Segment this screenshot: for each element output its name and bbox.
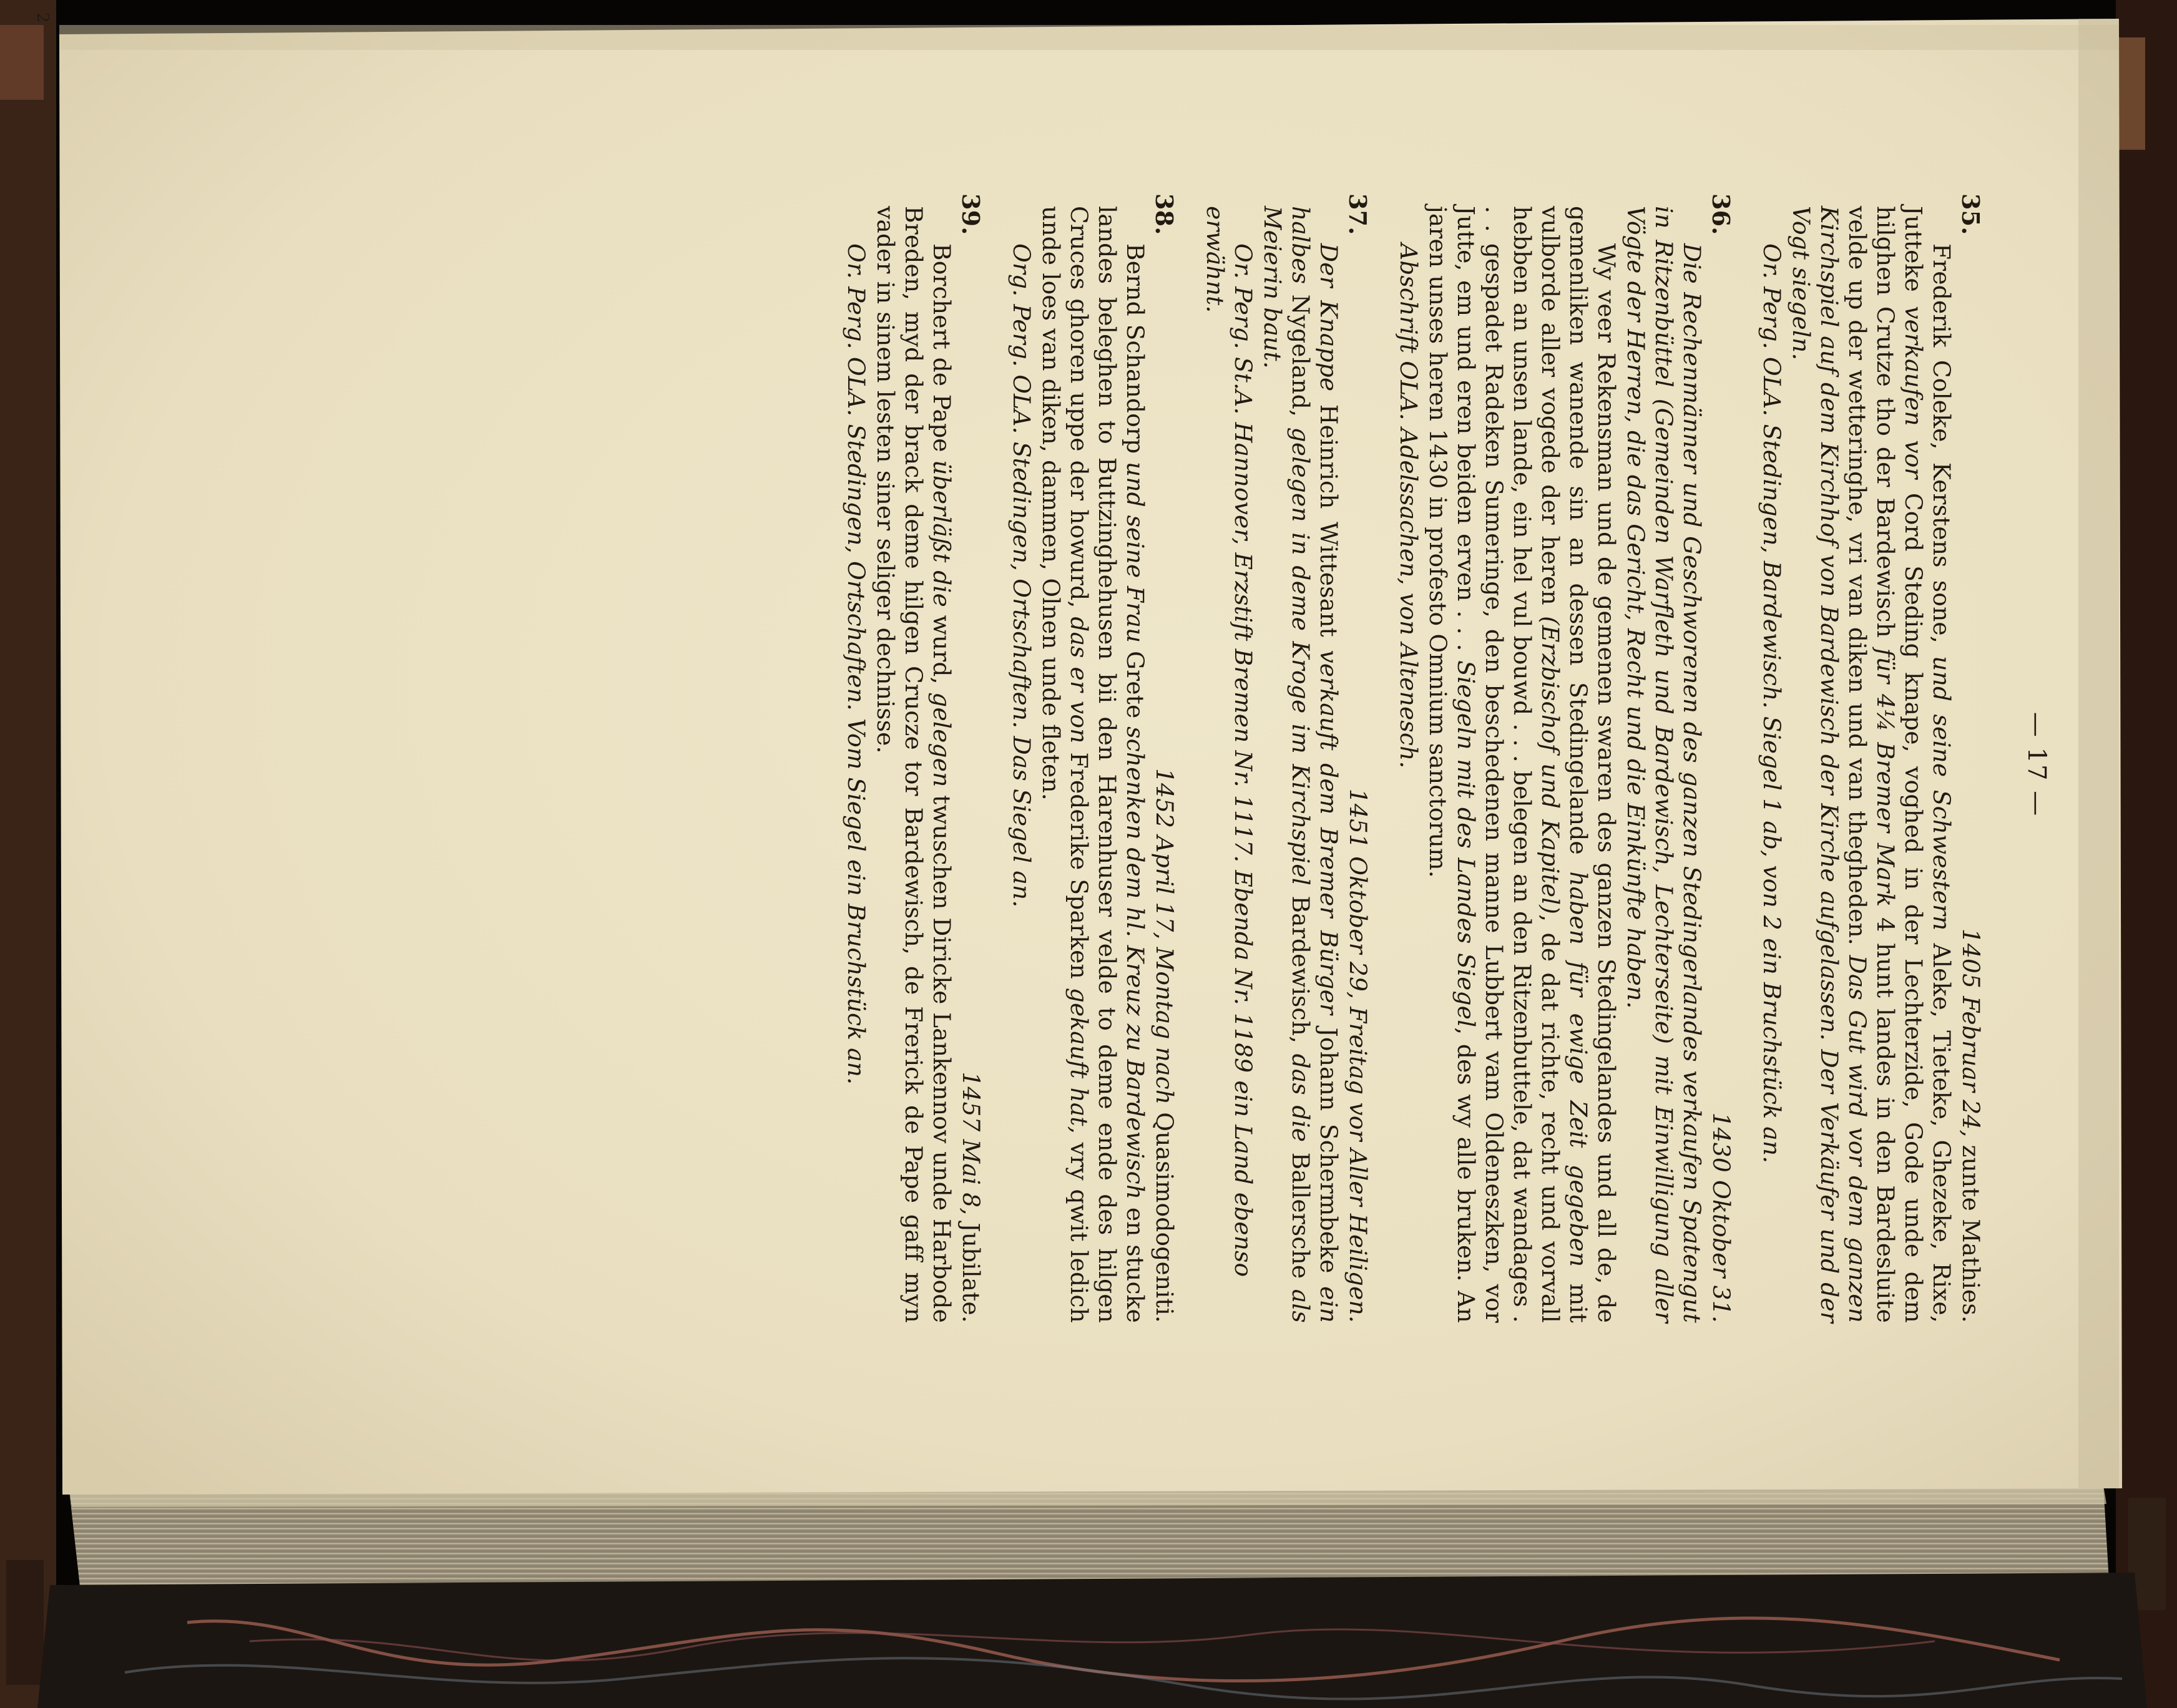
text-run: Or. Perg. OLA. Stedingen, Bardewisch. Siegel 1 ab, von 2 ein Bruchstück an. xyxy=(1758,243,1786,1164)
entry-number: 39. xyxy=(957,193,985,235)
entry-date-main: 1430 Oktober 31. xyxy=(1708,1112,1735,1323)
entry-date xyxy=(1344,206,1372,1323)
signature-mark: 2 xyxy=(33,12,52,23)
text-run: en stucke landes beleghen to Buttzinghehusen bii den Harenhuser velde to deme ende des hilgen Cruces ghoren uppe der howurd, xyxy=(1065,206,1149,1323)
text-run: Bernd Schandorp xyxy=(1122,243,1149,462)
document-entry xyxy=(1758,193,1985,1323)
page-header: — 17 — xyxy=(2022,711,2051,817)
text-run: Abschrift OLA. Adelssachen, von Altenesch. xyxy=(1395,243,1422,769)
document-entry xyxy=(1201,193,1372,1323)
text-run: , de dat richte, recht und vorvall hebben an unsen lande, ein hel vul bouwd . . . belegen an den Ritzenbuttele, dat wandages . . . gespadet Radeken Sumeringe, den beschedenen manne Lubbert vam Oldeneszken, vor Jutte, em und eren beiden erven . . . xyxy=(1452,206,1564,1323)
entry-date-main: 1451 Oktober 29, Freitag vor Aller Heiligen. xyxy=(1344,788,1372,1323)
text-run: Johann Schermbeke xyxy=(1315,1015,1343,1287)
text-run: Grete xyxy=(1122,643,1149,727)
entry-number: 36. xyxy=(1707,193,1735,235)
text-run: schenken dem hl. Kreuz zu Bardewisch xyxy=(1122,726,1149,1200)
text-run: überläßt die xyxy=(928,460,956,608)
text-run: das er von xyxy=(1065,617,1093,744)
text-run: Org. Perg. OLA. Stedingen, Ortschaften. Das Siegel an. xyxy=(1008,243,1035,908)
entry-source xyxy=(1007,206,1035,1323)
text-run: Cord Steding knape, voghed in der Lechterzide, Gode unde dem hilghen Crutze tho der Bardewisch xyxy=(1872,206,1927,1323)
entry-source xyxy=(1758,206,1786,1323)
text-run: für 4¼ Bremer Mark xyxy=(1872,648,1899,907)
text-run: Or. Perg. St.A. Hannover, Erzstift Bremen Nr. 1117. Ebenda Nr. 1189 ein Land ebenso erwähnt. xyxy=(1201,206,1257,1277)
text-run: Aleke, Tieteke, Ghezeke, Rixe, Jutteke xyxy=(1900,206,1955,1323)
entry-number: 35. xyxy=(1957,193,1985,235)
book-cover-right xyxy=(2116,0,2177,1708)
entry-date-rest: Quasimodogeniti. xyxy=(1151,1105,1178,1323)
text-run: Heinrich Wittesant xyxy=(1315,391,1343,650)
text-run: Or. Perg. OLA. Stedingen, Ortschaften. Vom Siegel ein Bruchstück an. xyxy=(843,243,870,1085)
entry-date xyxy=(1957,206,1985,1323)
entry-source xyxy=(842,206,870,1323)
entries-list xyxy=(842,193,1985,1324)
text-run: und seine Frau xyxy=(1122,461,1149,643)
entry-source xyxy=(1394,206,1422,1323)
book-cover-left xyxy=(0,0,56,1708)
text-run: verkaufen vor xyxy=(1900,306,1927,479)
entry-body xyxy=(871,206,956,1323)
text-run: als Meierin baut. xyxy=(1259,206,1314,1323)
text-run: Die Rechenmänner und Geschworenen des ganzen Stedingerlandes verkaufen Spatengut in Ritzenbüttel (Gemeinden Warfleth und Bardewisch, Lechterseite) mit Einwilligung aller Vögte der Herren, die das Gericht, Recht und die Einkünfte haben. xyxy=(1622,206,1706,1323)
entry-date-rest: zunte Mathies. xyxy=(1957,1137,1985,1323)
text-run: , des wy alle bruken. An jaren unses heren 1430 in profesto Omnium sanctorum. xyxy=(1424,206,1480,1323)
document-entry xyxy=(842,193,985,1323)
page-content xyxy=(33,12,2119,1485)
text-run: Frederik Coleke, Kerstens sone, xyxy=(1928,243,1955,656)
marbled-cover xyxy=(37,1573,2147,1708)
text-run: Das Gut wird vor dem ganzen Kirchspiel auf dem Kirchhof von Bardewisch der Kirche aufgelassen. Der Verkäufer und der Vogt siegeln. xyxy=(1788,206,1871,1323)
entry-body xyxy=(1622,206,1706,1323)
text-run: gelegen xyxy=(928,692,956,788)
entry-number: 37. xyxy=(1344,193,1372,235)
entry-source xyxy=(1201,206,1257,1323)
text-run: Ballersche xyxy=(1287,1142,1314,1289)
text-run: gekauft hat, xyxy=(1065,987,1093,1134)
text-run: Wy veer Rekensman und de gemenen swaren des ganzen Stedingelandes und all de, de gemenliken wanende sin an dessen Stedingelande xyxy=(1565,206,1620,1323)
entry-date-main: 1405 Februar 24, xyxy=(1957,928,1985,1138)
entry-date-main: 1457 Mai 8, xyxy=(957,1071,985,1216)
text-run: gelegen in deme Kroge im Kirchspiel xyxy=(1287,427,1314,886)
entry-date-main: 1452 April 17, Montag nach xyxy=(1151,768,1178,1105)
text-run: haben für ewige Zeit gegeben xyxy=(1565,871,1592,1267)
text-run: und seine Schwestern xyxy=(1928,656,1955,931)
text-run: ein halbes xyxy=(1287,206,1343,1323)
text-run: Der Knappe xyxy=(1315,243,1343,392)
entry-date xyxy=(957,206,985,1323)
entry-body xyxy=(1258,206,1343,1323)
text-run: das die xyxy=(1287,1053,1314,1143)
text-run: Siegeln mit des Landes Siegel xyxy=(1452,660,1480,1028)
entry-body xyxy=(1787,206,1955,1323)
text-run: verkauft dem Bremer Bürger xyxy=(1315,650,1343,1015)
entry-body-quote xyxy=(1424,206,1620,1323)
text-run: vry qwit ledich unde loes van diken, dammen, Olnen unde fleten. xyxy=(1037,206,1093,1323)
entry-date xyxy=(1707,206,1735,1323)
document-entry xyxy=(1007,193,1178,1323)
text-run: Nygeland, xyxy=(1287,284,1314,427)
text-run: wurd, xyxy=(928,607,956,693)
text-run: Frederike Sparken xyxy=(1065,743,1093,988)
text-run: mit vulborde aller vogede der heren xyxy=(1537,206,1592,1324)
entry-date-rest: Jubilate. xyxy=(957,1215,985,1323)
text-run: (Erzbischof und Kapitel) xyxy=(1537,616,1564,915)
text-run: 4 hunt landes in den Bardesluite velde up der wetteringhe, vri van diken und van thegheden. xyxy=(1844,206,1899,1323)
entry-body xyxy=(1037,206,1149,1323)
text-run: Borchert de Pape xyxy=(928,243,956,461)
entry-date xyxy=(1150,206,1178,1323)
text-run: twuschen Diricke Lankennov unde Harbode Breden, myd der brack deme hilgen Crucze tor Bardewisch, de Frerick de Pape gaff myn vader in sinem lesten siner seliger dechnisse. xyxy=(872,206,956,1323)
entry-number: 38. xyxy=(1150,193,1178,235)
document-entry xyxy=(1394,193,1735,1324)
text-run: Bardewisch, xyxy=(1287,885,1314,1054)
